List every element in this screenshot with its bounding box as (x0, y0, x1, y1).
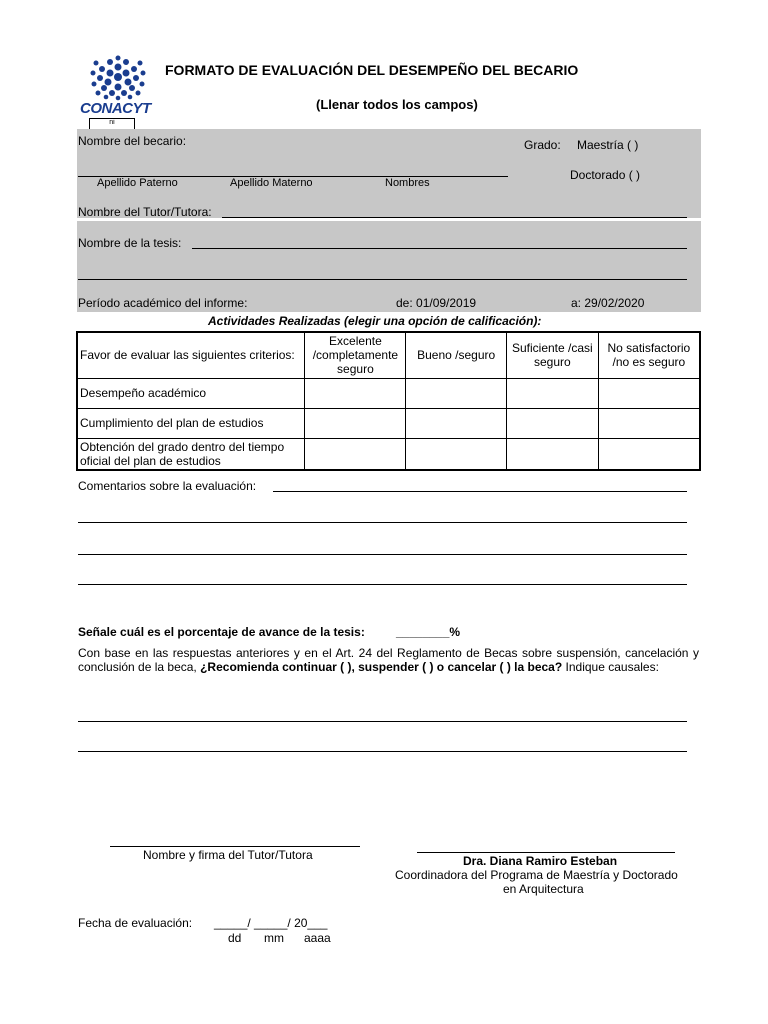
rating-cell[interactable] (598, 378, 700, 408)
date-label: Fecha de evaluación: (78, 916, 193, 930)
logo-subbox: ni (89, 118, 135, 133)
rating-cell[interactable] (305, 438, 406, 470)
period-to: a: 29/02/2020 (571, 296, 645, 310)
tutor-signature-caption: Nombre y firma del Tutor/Tutora (143, 848, 313, 862)
coordinator-signature-line[interactable] (417, 852, 675, 853)
column-header: Excelente /completamente seguro (305, 332, 406, 378)
criteria-label: Desempeño académico (77, 378, 305, 408)
form-title: FORMATO DE EVALUACIÓN DEL DESEMPEÑO DEL BECARIO (165, 62, 579, 78)
column-header: No satisfactorio /no es seguro (598, 332, 700, 378)
criteria-label: Cumplimiento del plan de estudios (77, 408, 305, 438)
causes-line-2[interactable] (78, 751, 687, 752)
recommendation-question: ¿Recomienda continuar ( ), suspender ( ) o cancelar ( ) la beca? (200, 660, 563, 674)
thesis-line-1[interactable] (192, 248, 687, 249)
coordinator-role: Coordinadora del Programa de Maestría y Doctorado (395, 868, 678, 882)
criteria-label: Obtención del grado dentro del tiempo oficial del plan de estudios (77, 438, 305, 470)
student-name-label: Nombre del becario: (78, 134, 187, 148)
evaluation-table (76, 331, 701, 471)
table-row (77, 378, 700, 408)
period-from: de: 01/09/2019 (396, 296, 477, 310)
tutor-name-line[interactable] (222, 217, 687, 218)
column-header: Bueno /seguro (406, 332, 507, 378)
rating-cell[interactable] (598, 408, 700, 438)
comments-line-1[interactable] (273, 491, 687, 492)
rating-cell[interactable] (305, 408, 406, 438)
apellido-paterno-caption: Apellido Paterno (97, 177, 178, 189)
logo-text: CONACYT (80, 100, 151, 117)
table-row (77, 438, 700, 470)
grade-label: Grado: (524, 138, 561, 152)
rating-cell[interactable] (406, 408, 507, 438)
rating-cell[interactable] (406, 438, 507, 470)
coordinator-program: en Arquitectura (503, 882, 584, 896)
rating-cell[interactable] (506, 438, 598, 470)
tutor-signature-line[interactable] (110, 846, 360, 847)
criteria-header: Favor de evaluar las siguientes criterios: (77, 332, 305, 378)
rating-cell[interactable] (506, 408, 598, 438)
date-input[interactable]: _____/ _____/ 20___ (214, 916, 328, 930)
activities-title: Actividades Realizadas (elegir una opción de calificación): (208, 314, 542, 328)
recommendation-causes: Indique causales: (565, 660, 659, 674)
rating-cell[interactable] (305, 378, 406, 408)
comments-line-4[interactable] (78, 584, 687, 585)
form-subtitle: (Llenar todos los campos) (316, 97, 478, 112)
doctorado-option[interactable]: Doctorado ( ) (570, 168, 641, 182)
maestria-option[interactable]: Maestría ( ) (577, 138, 639, 152)
comments-line-3[interactable] (78, 554, 687, 555)
date-mm-caption: mm (264, 931, 284, 945)
date-aaaa-caption: aaaa (304, 931, 331, 945)
nombres-caption: Nombres (385, 177, 430, 189)
rating-cell[interactable] (598, 438, 700, 470)
date-dd-caption: dd (228, 931, 242, 945)
recommendation-paragraph (78, 646, 699, 674)
rating-cell[interactable] (406, 378, 507, 408)
column-header: Suficiente /casi seguro (506, 332, 598, 378)
comments-label: Comentarios sobre la evaluación: (78, 479, 257, 493)
thesis-label: Nombre de la tesis: (78, 236, 182, 250)
period-label: Período académico del informe: (78, 296, 248, 310)
coordinator-name: Dra. Diana Ramiro Esteban (463, 854, 618, 868)
tutor-label: Nombre del Tutor/Tutora: (78, 205, 212, 219)
recommendation-text: Con base en las respuestas anteriores y en el Art. 24 del Reglamento de Becas sobre suspensión, cancelación y conclusión de la beca, (78, 646, 699, 674)
rating-cell[interactable] (506, 378, 598, 408)
apellido-materno-caption: Apellido Materno (230, 177, 313, 189)
progress-label: Señale cuál es el porcentaje de avance de la tesis: (78, 625, 365, 639)
causes-line-1[interactable] (78, 721, 687, 722)
thesis-line-2[interactable] (78, 279, 687, 280)
table-header-row (77, 332, 700, 378)
comments-line-2[interactable] (78, 522, 687, 523)
table-row (77, 408, 700, 438)
progress-input[interactable]: ________% (396, 625, 461, 639)
